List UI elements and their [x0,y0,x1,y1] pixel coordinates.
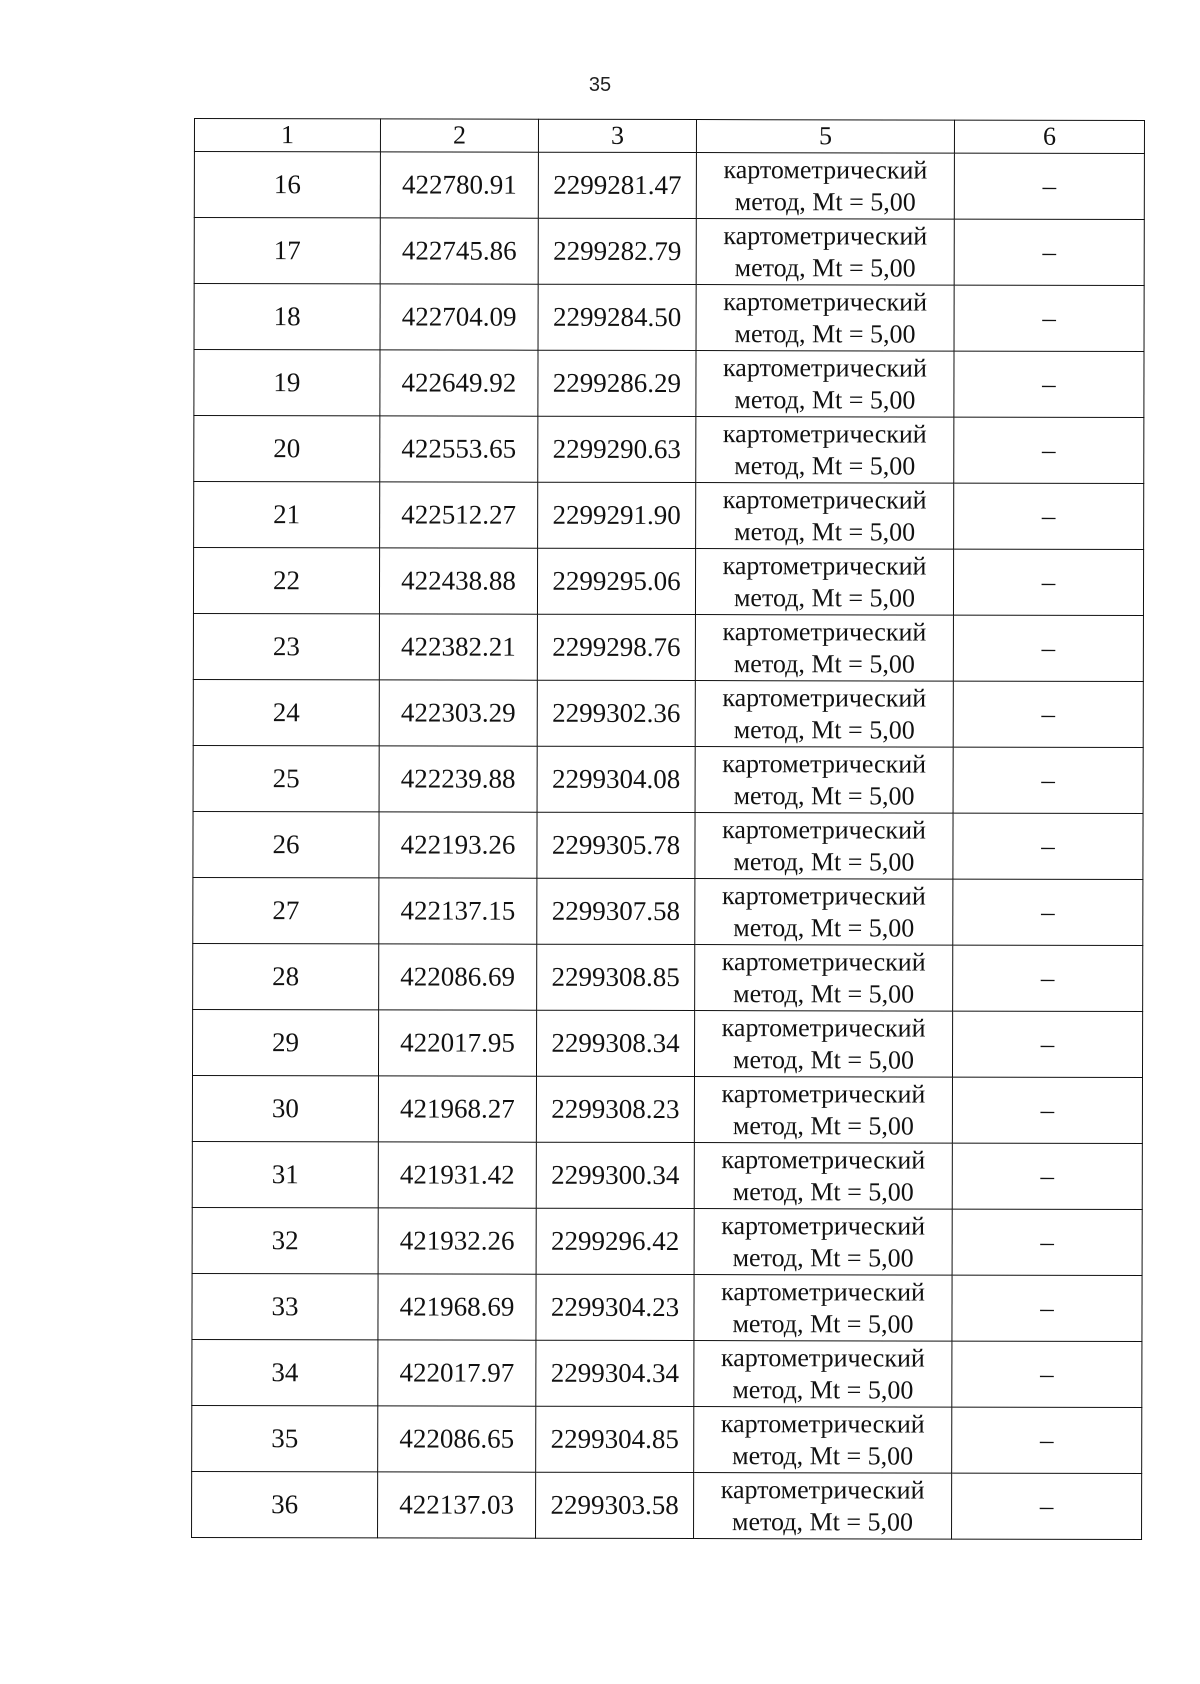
method-line-2: метод, Mt = 5,00 [733,912,915,943]
table-row [193,943,1143,1011]
point-number-cell: 19 [194,350,380,416]
method-cell [695,945,953,1012]
note-cell: – [952,1473,1142,1539]
method-line-2: метод, Mt = 5,00 [733,648,915,679]
note-cell: – [952,1275,1142,1341]
coord-y-cell: 2299290.63 [538,416,696,482]
method-line-1: картометрический [721,1276,925,1307]
point-number-cell: 32 [192,1207,378,1273]
method-cell [696,219,954,286]
note-cell: – [954,285,1144,351]
method-cell [694,1473,952,1540]
coord-x-cell: 422239.88 [379,746,537,812]
note-cell: – [953,615,1143,681]
table-row [192,1273,1142,1341]
note-cell: – [954,153,1144,219]
coord-y-cell: 2299303.58 [536,1472,694,1538]
note-cell: – [953,813,1143,879]
table-header [194,119,1144,154]
table-row [194,284,1144,352]
method-line-2: метод, Mt = 5,00 [733,978,915,1009]
method-line-2: метод, Mt = 5,00 [733,714,915,745]
coord-x-cell: 422512.27 [380,482,538,548]
point-number-cell: 26 [193,811,379,877]
point-number-cell: 23 [193,613,379,679]
coord-y-cell: 2299308.85 [537,944,695,1010]
method-line-1: картометрический [721,1144,926,1175]
method-line-2: метод, Mt = 5,00 [733,780,915,811]
method-line-2: метод, Mt = 5,00 [734,384,916,415]
coord-y-cell: 2299304.08 [537,746,695,812]
point-number-cell: 31 [192,1141,378,1207]
method-line-2: метод, Mt = 5,00 [734,318,916,349]
header-col-1: 1 [194,119,380,152]
method-line-1: картометрический [722,550,927,581]
method-line-1: картометрический [722,418,927,449]
note-cell: – [953,681,1143,747]
method-line-1: картометрический [722,682,927,713]
point-number-cell: 30 [192,1075,378,1141]
method-line-2: метод, Mt = 5,00 [732,1506,914,1537]
method-line-1: картометрический [722,814,926,845]
coord-x-cell: 422017.95 [378,1010,536,1076]
note-cell: – [952,1209,1142,1275]
coord-x-cell: 422017.97 [378,1340,536,1406]
coord-y-cell: 2299308.23 [536,1076,694,1142]
point-number-cell: 25 [193,745,379,811]
coord-y-cell: 2299286.29 [538,350,696,416]
table-row [194,350,1144,418]
coord-y-cell: 2299304.23 [536,1274,694,1340]
method-cell [696,285,954,352]
method-line-1: картометрический [722,748,927,779]
table-row [194,218,1144,286]
coord-x-cell: 422438.88 [379,548,537,614]
table-row [192,1471,1142,1539]
method-cell [694,1077,952,1144]
point-number-cell: 20 [194,416,380,482]
method-line-2: метод, Mt = 5,00 [732,1308,914,1339]
method-cell [694,1341,952,1408]
method-line-2: метод, Mt = 5,00 [732,1374,914,1405]
point-number-cell: 29 [192,1009,378,1075]
coord-y-cell: 2299302.36 [537,680,695,746]
table-row [194,482,1144,550]
table-row [193,745,1143,813]
coord-x-cell: 422780.91 [380,152,538,218]
coord-x-cell: 422303.29 [379,680,537,746]
header-row [194,119,1144,154]
page-number: 35 [588,74,612,96]
table-row [193,679,1143,747]
method-line-2: метод, Mt = 5,00 [732,1110,914,1141]
note-cell: – [954,417,1144,483]
point-number-cell: 22 [193,548,379,614]
method-line-1: картометрический [721,1078,926,1109]
method-line-1: картометрический [721,946,926,977]
method-cell [695,879,953,946]
note-cell: – [952,1341,1142,1407]
method-cell [694,1275,952,1342]
table-row [193,613,1143,681]
point-number-cell: 24 [193,679,379,745]
method-line-2: метод, Mt = 5,00 [732,1440,914,1471]
table-row [194,416,1144,484]
point-number-cell: 17 [194,218,380,284]
method-line-1: картометрический [720,1474,925,1505]
method-cell [696,417,954,484]
method-line-1: картометрический [723,154,928,185]
coord-y-cell: 2299291.90 [538,482,696,548]
note-cell: – [954,483,1144,549]
coord-y-cell: 2299300.34 [536,1142,694,1208]
coord-x-cell: 422086.65 [378,1406,536,1472]
method-line-2: метод, Mt = 5,00 [734,186,916,217]
table-row [193,877,1143,945]
coord-x-cell: 421931.42 [378,1142,536,1208]
coord-y-cell: 2299284.50 [538,284,696,350]
note-cell: – [953,945,1143,1011]
method-cell [695,813,953,880]
coord-x-cell: 422704.09 [380,284,538,350]
table-row [194,152,1144,220]
table-row [192,1075,1142,1143]
coord-x-cell: 422382.21 [379,614,537,680]
point-number-cell: 34 [192,1339,378,1405]
method-cell [696,351,954,418]
coord-x-cell: 422745.86 [380,218,538,284]
coord-x-cell: 421968.27 [378,1076,536,1142]
note-cell: – [953,879,1143,945]
coord-x-cell: 422193.26 [379,812,537,878]
coord-y-cell: 2299281.47 [538,152,696,218]
table-row [192,1141,1142,1209]
method-line-1: картометрический [720,1342,925,1373]
method-line-2: метод, Mt = 5,00 [732,1176,914,1207]
note-cell: – [953,549,1143,615]
coord-x-cell: 422086.69 [379,944,537,1010]
coord-x-cell: 421968.69 [378,1274,536,1340]
note-cell: – [952,1077,1142,1143]
method-line-1: картометрический [721,880,926,911]
method-line-1: картометрический [722,484,927,515]
coord-y-cell: 2299304.34 [536,1340,694,1406]
method-line-2: метод, Mt = 5,00 [732,1044,915,1075]
coord-y-cell: 2299305.78 [537,812,695,878]
method-cell [695,615,953,682]
header-col-6: 6 [954,120,1144,153]
method-line-1: картометрический [722,616,927,647]
point-number-cell: 33 [192,1273,378,1339]
method-cell [695,747,953,814]
method-cell [694,1143,952,1210]
note-cell: – [952,1407,1142,1473]
method-line-1: картометрический [721,1210,926,1241]
method-line-2: метод, Mt = 5,00 [732,1242,914,1273]
header-col-3: 3 [538,119,696,152]
method-line-1: картометрический [723,352,927,383]
point-number-cell: 28 [193,943,379,1009]
method-line-1: картометрический [723,220,928,251]
method-cell [694,1011,952,1078]
coord-y-cell: 2299307.58 [537,878,695,944]
table-row [192,1207,1142,1275]
method-cell [694,1209,952,1276]
point-number-cell: 36 [192,1471,378,1537]
coord-x-cell: 422649.92 [380,350,538,416]
method-line-1: картометрический [723,286,928,317]
note-cell: – [954,219,1144,285]
point-number-cell: 21 [194,482,380,548]
method-cell [695,681,953,748]
coordinates-table [191,118,1145,1540]
note-cell: – [954,351,1144,417]
table-row [192,1339,1142,1407]
table-body [192,152,1145,1540]
method-line-2: метод, Mt = 5,00 [733,846,915,877]
coord-y-cell: 2299282.79 [538,218,696,284]
point-number-cell: 18 [194,284,380,350]
table-row [192,1405,1142,1473]
coord-x-cell: 422137.03 [378,1472,536,1538]
coord-x-cell: 422137.15 [379,878,537,944]
method-cell [694,1407,952,1474]
method-cell [696,153,954,220]
table-row [192,1009,1142,1077]
note-cell: – [952,1143,1142,1209]
coord-y-cell: 2299304.85 [536,1406,694,1472]
coord-x-cell: 421932.26 [378,1208,536,1274]
method-line-1: картометрический [720,1408,925,1439]
method-line-2: метод, Mt = 5,00 [734,516,916,547]
method-line-2: метод, Mt = 5,00 [734,252,916,283]
method-line-1: картометрический [721,1012,926,1043]
note-cell: – [953,747,1143,813]
method-line-2: метод, Mt = 5,00 [733,582,916,613]
coord-x-cell: 422553.65 [380,416,538,482]
method-cell [696,483,954,550]
coord-y-cell: 2299295.06 [537,548,695,614]
coord-y-cell: 2299298.76 [537,614,695,680]
table-row [193,811,1143,879]
coord-y-cell: 2299308.34 [536,1010,694,1076]
coord-y-cell: 2299296.42 [536,1208,694,1274]
table-row [193,548,1143,616]
note-cell: – [952,1011,1142,1077]
point-number-cell: 16 [194,152,380,218]
point-number-cell: 27 [193,877,379,943]
header-col-2: 2 [380,119,538,152]
point-number-cell: 35 [192,1405,378,1471]
method-line-2: метод, Mt = 5,00 [734,450,916,481]
header-col-5: 5 [696,120,954,154]
method-cell [695,549,953,616]
